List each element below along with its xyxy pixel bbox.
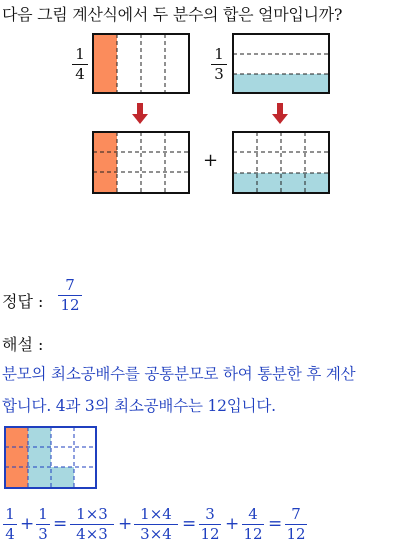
fraction-denominator: 3×4 [140, 525, 172, 543]
combined-sum-diagram [4, 426, 98, 490]
fraction-denominator: 12 [200, 525, 220, 543]
plus-sign: + [20, 514, 35, 534]
fraction-one-third [211, 46, 227, 83]
down-arrow-icon [132, 103, 148, 125]
equals-sign: = [268, 514, 283, 534]
fraction-one-quarter [72, 46, 88, 83]
equation-fraction-1 [3, 506, 17, 543]
plus-sign: + [203, 150, 219, 171]
fraction-denominator: 3 [38, 525, 48, 543]
fraction-numerator: 4 [248, 505, 258, 523]
equation-fraction-2 [36, 506, 50, 543]
equation-fraction-6 [242, 506, 264, 543]
fraction-numerator: 7 [65, 276, 75, 294]
fraction-denominator: 3 [214, 65, 224, 83]
fraction-numerator: 1 [5, 505, 15, 523]
fraction-denominator: 12 [243, 525, 263, 543]
fraction-numerator: 1×3 [76, 505, 108, 523]
fraction-denominator: 12 [60, 296, 80, 314]
down-arrow-icon [272, 103, 288, 125]
answer-fraction [58, 277, 82, 314]
equals-sign: = [182, 514, 197, 534]
fraction-denominator: 4×3 [76, 525, 108, 543]
plus-sign: + [118, 514, 133, 534]
fraction-numerator: 1×4 [140, 505, 172, 523]
equation-fraction-4 [134, 506, 178, 543]
quarter-model-diagram [92, 33, 190, 95]
fraction-numerator: 1 [38, 505, 48, 523]
explanation-line-2: 합니다. 4과 3의 최소공배수는 12입니다. [2, 397, 276, 415]
third-twelfths-diagram [232, 131, 330, 195]
fraction-numerator: 1 [75, 45, 85, 63]
fraction-denominator: 4 [5, 525, 15, 543]
fraction-denominator: 12 [286, 525, 306, 543]
fraction-numerator: 1 [214, 45, 224, 63]
solution-equation [0, 502, 400, 550]
fraction-numerator: 7 [291, 505, 301, 523]
equation-result-fraction [285, 506, 307, 543]
explanation-label: 해설 : [2, 335, 44, 354]
equals-sign: = [53, 514, 68, 534]
equation-fraction-5 [199, 506, 221, 543]
answer-label: 정답 : [2, 292, 44, 311]
fraction-numerator: 3 [205, 505, 215, 523]
third-model-diagram [232, 33, 330, 95]
plus-sign: + [225, 514, 240, 534]
fraction-denominator: 4 [75, 65, 85, 83]
question-text: 다음 그림 계산식에서 두 분수의 합은 얼마입니까? [2, 5, 343, 24]
equation-fraction-3 [70, 506, 114, 543]
quarter-twelfths-diagram [92, 131, 190, 195]
explanation-line-1: 분모의 최소공배수를 공통분모로 하여 통분한 후 계산 [2, 365, 356, 383]
